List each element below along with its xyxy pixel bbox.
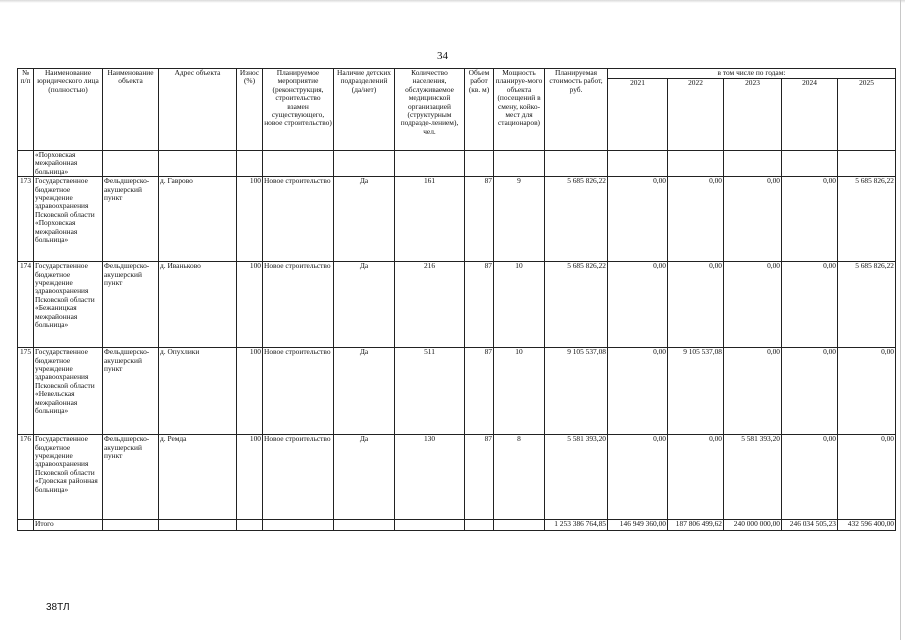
row-event: Новое строительство	[263, 177, 334, 262]
header-capacity: Мощность планируе-мого объекта (посещений в смену, койко-мест для стационаров)	[494, 69, 545, 151]
table-row	[18, 435, 896, 520]
total-2024: 246 034 505,23	[782, 520, 838, 531]
row-address: д. Гаврово	[159, 177, 237, 262]
row-2025: 0,00	[838, 348, 896, 435]
row-volume: 87	[465, 177, 494, 262]
row-cost: 5 685 826,22	[545, 177, 608, 262]
row-capacity: 8	[494, 435, 545, 520]
row-address: д. Ремда	[159, 435, 237, 520]
row-wear: 100	[237, 435, 263, 520]
row-2022: 0,00	[668, 177, 724, 262]
row-2025: 0,00	[838, 435, 896, 520]
header-population: Количество населения, обслуживаемое медицинской организацией (структурным подразде-лением), чел.	[395, 69, 465, 151]
header-address: Адрес объекта	[159, 69, 237, 151]
header-legal-name: Наименование юридического лица (полностью)	[34, 69, 103, 151]
continuation-row	[18, 151, 896, 177]
row-volume: 87	[465, 348, 494, 435]
row-no: 174	[18, 262, 34, 348]
row-volume: 87	[465, 262, 494, 348]
row-wear: 100	[237, 348, 263, 435]
row-2021: 0,00	[608, 177, 668, 262]
row-legal-name: Государственное бюджетное учреждение здравоохранения Псковской области «Гдовская районная больница»	[34, 435, 103, 520]
row-wear: 100	[237, 177, 263, 262]
row-legal-name: Государственное бюджетное учреждение здравоохранения Псковской области «Бежаницкая межрайонная больница»	[34, 262, 103, 348]
row-legal-name: Государственное бюджетное учреждение здравоохранения Псковской области «Порховская межрайонная больница»	[34, 177, 103, 262]
row-2021: 0,00	[608, 348, 668, 435]
header-object-name: Наименование объекта	[103, 69, 159, 151]
row-address: д. Опухлики	[159, 348, 237, 435]
table-row	[18, 348, 896, 435]
footer-code: 38ТЛ	[46, 602, 70, 613]
row-2025: 5 685 826,22	[838, 262, 896, 348]
row-2022: 0,00	[668, 262, 724, 348]
header-cost: Планируемая стоимость работ, руб.	[545, 69, 608, 151]
row-2022: 9 105 537,08	[668, 348, 724, 435]
header-year-2022: 2022	[668, 79, 724, 151]
total-2025: 432 596 400,00	[838, 520, 896, 531]
row-no: 176	[18, 435, 34, 520]
header-wear: Износ (%)	[237, 69, 263, 151]
scan-top-edge	[0, 0, 905, 3]
row-children: Да	[334, 262, 395, 348]
total-2022: 187 806 499,62	[668, 520, 724, 531]
header-year-2021: 2021	[608, 79, 668, 151]
row-children: Да	[334, 348, 395, 435]
row-population: 161	[395, 177, 465, 262]
row-object: Фельдшерско-акушерский пункт	[103, 348, 159, 435]
table-row	[18, 262, 896, 348]
header-children-units: Наличие детских подразделений (да/нет)	[334, 69, 395, 151]
row-object: Фельдшерско-акушерский пункт	[103, 262, 159, 348]
row-cost: 5 581 393,20	[545, 435, 608, 520]
row-2023: 5 581 393,20	[724, 435, 782, 520]
row-2024: 0,00	[782, 435, 838, 520]
total-label: Итого	[34, 520, 103, 531]
row-2021: 0,00	[608, 262, 668, 348]
row-event: Новое строительство	[263, 262, 334, 348]
row-address: д. Иваньково	[159, 262, 237, 348]
row-2023: 0,00	[724, 262, 782, 348]
total-cost: 1 253 386 764,85	[545, 520, 608, 531]
header-year-2024: 2024	[782, 79, 838, 151]
header-no: № п/п	[18, 69, 34, 151]
row-no: 173	[18, 177, 34, 262]
row-children: Да	[334, 177, 395, 262]
row-2024: 0,00	[782, 262, 838, 348]
page-number: 34	[437, 50, 448, 62]
row-2022: 0,00	[668, 435, 724, 520]
row-no: 175	[18, 348, 34, 435]
header-by-years: в том числе по годам:	[608, 69, 896, 79]
row-capacity: 9	[494, 177, 545, 262]
row-event: Новое строительство	[263, 348, 334, 435]
continuation-legal-name: «Порховская межрайонная больница»	[34, 151, 103, 177]
row-population: 130	[395, 435, 465, 520]
row-wear: 100	[237, 262, 263, 348]
header-year-2023: 2023	[724, 79, 782, 151]
row-volume: 87	[465, 435, 494, 520]
row-2023: 0,00	[724, 348, 782, 435]
header-year-2025: 2025	[838, 79, 896, 151]
row-capacity: 10	[494, 348, 545, 435]
table-row	[18, 177, 896, 262]
row-capacity: 10	[494, 262, 545, 348]
scan-right-edge	[900, 0, 901, 640]
total-row	[18, 520, 896, 531]
row-2024: 0,00	[782, 348, 838, 435]
row-population: 511	[395, 348, 465, 435]
row-object: Фельдшерско-акушерский пункт	[103, 435, 159, 520]
header-volume: Объем работ (кв. м)	[465, 69, 494, 151]
row-children: Да	[334, 435, 395, 520]
row-population: 216	[395, 262, 465, 348]
table-header	[18, 69, 896, 151]
row-2023: 0,00	[724, 177, 782, 262]
row-2021: 0,00	[608, 435, 668, 520]
table-body	[18, 151, 896, 531]
row-2025: 5 685 826,22	[838, 177, 896, 262]
row-object: Фельдшерско-акушерский пункт	[103, 177, 159, 262]
header-planned-event: Планируемое мероприятие (реконструкция, строительство взамен существующего, новое строительство)	[263, 69, 334, 151]
row-2024: 0,00	[782, 177, 838, 262]
total-2021: 146 949 360,00	[608, 520, 668, 531]
investment-table	[17, 68, 896, 531]
row-cost: 9 105 537,08	[545, 348, 608, 435]
row-event: Новое строительство	[263, 435, 334, 520]
row-cost: 5 685 826,22	[545, 262, 608, 348]
row-legal-name: Государственное бюджетное учреждение здравоохранения Псковской области «Невельская межрайонная больница»	[34, 348, 103, 435]
total-2023: 240 000 000,00	[724, 520, 782, 531]
